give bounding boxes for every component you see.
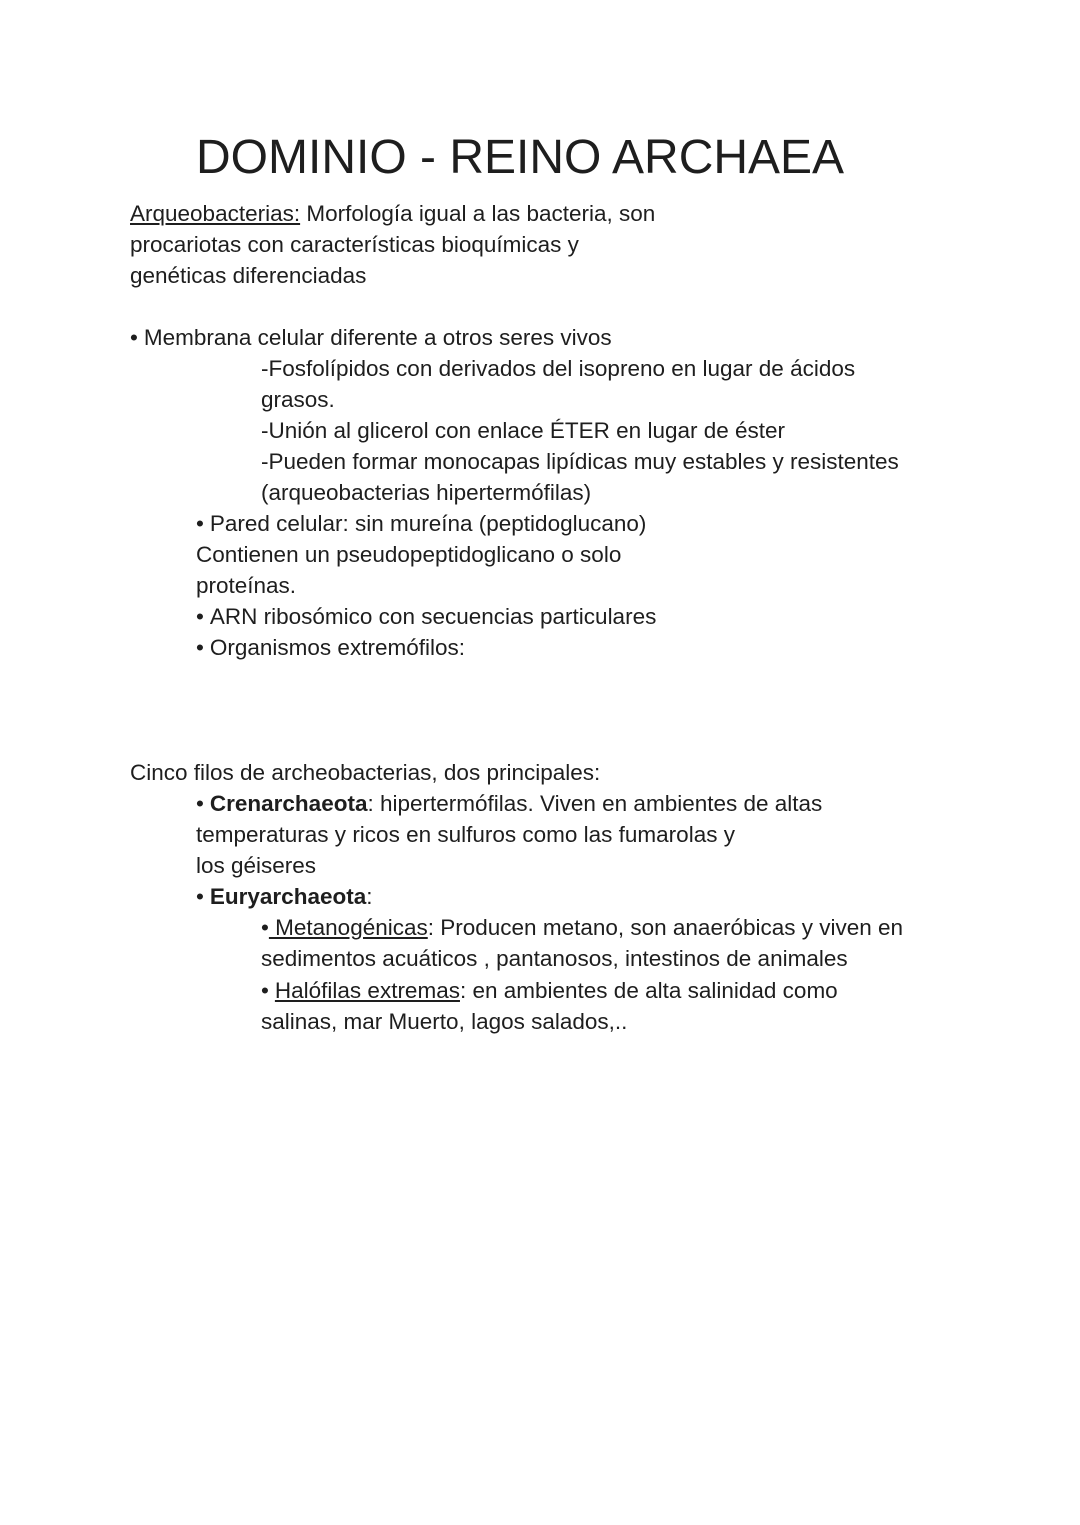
eury-line bbox=[196, 881, 372, 912]
pared-line-2: Contienen un pseudopeptidoglicano o solo bbox=[196, 542, 622, 567]
membrana-heading bbox=[130, 322, 612, 353]
metano-line-1 bbox=[261, 912, 903, 943]
membrana-item-1b: grasos. bbox=[261, 387, 335, 412]
cren-line-2: temperaturas y ricos en sulfuros como las fumarolas y bbox=[196, 822, 735, 847]
membrana-heading-text: Membrana celular diferente a otros seres vivos bbox=[143, 325, 612, 350]
intro-text-1: Morfología igual a las bacteria, son bbox=[300, 201, 656, 226]
membrana-item-2: -Unión al glicerol con enlace ÉTER en lugar de éster bbox=[261, 418, 786, 443]
halo-line-2: salinas, mar Muerto, lagos salados,.. bbox=[261, 1009, 628, 1034]
metano-line-2: sedimentos acuáticos , pantanosos, intestinos de animales bbox=[261, 946, 848, 971]
metano-text-1: : Producen metano, son anaeróbicas y viven en bbox=[427, 915, 904, 940]
bullet-icon: • bbox=[130, 325, 138, 350]
extremofilos-text: Organismos extremófilos: bbox=[209, 635, 465, 660]
intro-term: Arqueobacterias: bbox=[130, 201, 301, 226]
pared-text-1: Pared celular: sin mureína (peptidoglucano) bbox=[209, 511, 647, 536]
membrana-item-3b: (arqueobacterias hipertermófilas) bbox=[261, 480, 592, 505]
bullet-icon: • bbox=[196, 604, 204, 629]
membrana-item-1a: -Fosfolípidos con derivados del isopreno en lugar de ácidos bbox=[261, 356, 856, 381]
membrana-item-3a: -Pueden formar monocapas lipídicas muy estables y resistentes bbox=[261, 449, 899, 474]
eury-colon: : bbox=[366, 884, 373, 909]
page-title: DOMINIO - REINO ARCHAEA bbox=[196, 131, 845, 184]
metano-name: Metanogénicas bbox=[268, 915, 428, 940]
cren-text-1: : hipertermófilas. Viven en ambientes de altas bbox=[367, 791, 823, 816]
bullet-icon: • bbox=[261, 915, 269, 940]
arn-text: ARN ribosómico con secuencias particulares bbox=[209, 604, 657, 629]
halo-line-1 bbox=[261, 975, 838, 1006]
eury-name: Euryarchaeota bbox=[209, 884, 367, 909]
bullet-icon: • bbox=[196, 791, 204, 816]
halo-text-1: : en ambientes de alta salinidad como bbox=[459, 978, 838, 1003]
cren-name: Crenarchaeota bbox=[209, 791, 368, 816]
pared-line-3: proteínas. bbox=[196, 573, 297, 598]
extremofilos-line bbox=[196, 632, 465, 663]
bullet-icon: • bbox=[196, 884, 204, 909]
bullet-icon: • bbox=[196, 635, 204, 660]
intro-line-3: genéticas diferenciadas bbox=[130, 263, 367, 288]
filos-intro: Cinco filos de archeobacterias, dos principales: bbox=[130, 760, 601, 785]
pared-line-1 bbox=[196, 508, 646, 539]
cren-line-1 bbox=[196, 788, 822, 819]
intro-line-1 bbox=[130, 198, 655, 229]
arn-line bbox=[196, 601, 656, 632]
intro-line-2: procariotas con características bioquímicas y bbox=[130, 232, 579, 257]
cren-line-3: los géiseres bbox=[196, 853, 317, 878]
halo-name: Halófilas extremas bbox=[274, 978, 460, 1003]
bullet-icon: • bbox=[261, 978, 269, 1003]
bullet-icon: • bbox=[196, 511, 204, 536]
